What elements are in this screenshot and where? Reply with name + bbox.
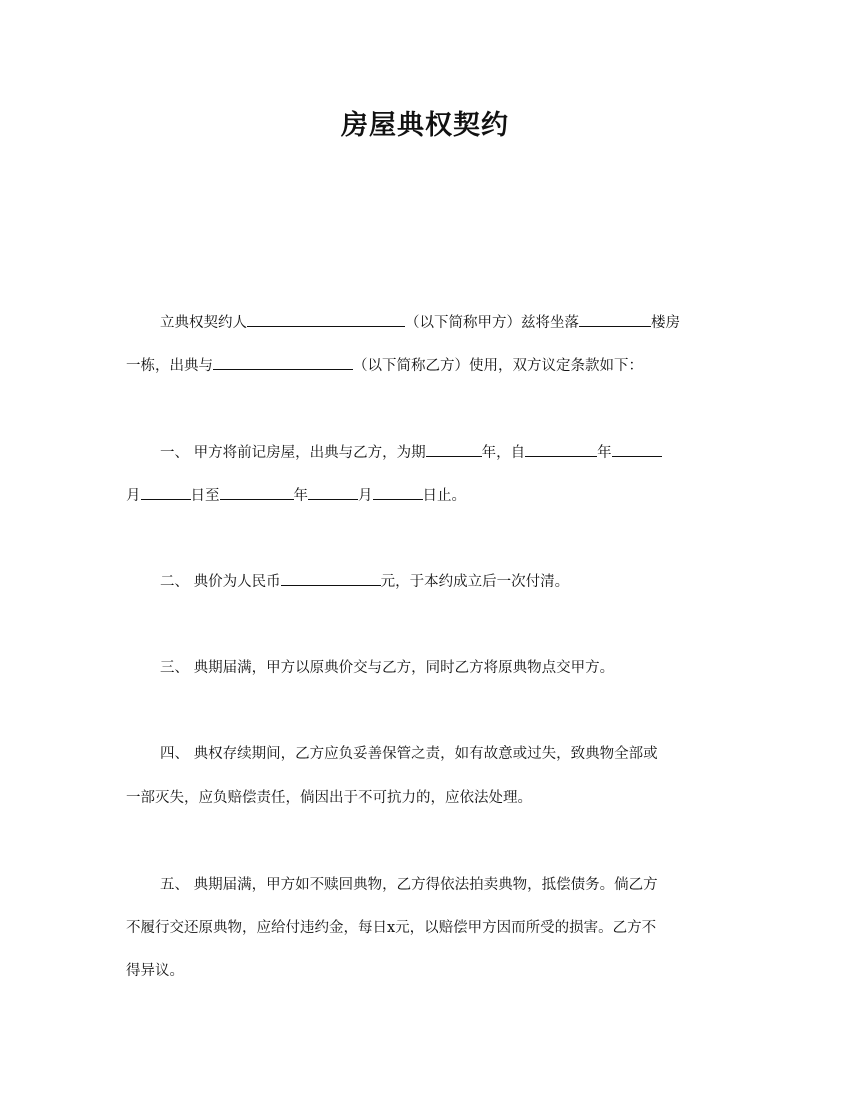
blank-party-a-name: [247, 312, 405, 327]
blank-party-b-name: [213, 355, 353, 370]
blank-term-years: [426, 442, 482, 457]
blank-location: [579, 312, 651, 327]
clause-text: 月: [358, 488, 373, 504]
blank-end-year: [220, 485, 294, 500]
clause-4-line-2: 一部灭失，应负赔偿责任，倘因出于不可抗力的，应依法处理。: [126, 790, 532, 806]
blank-price-amount: [281, 571, 381, 586]
clause-text: 年，自: [481, 445, 526, 461]
clause-2: [160, 571, 780, 592]
intro-text: （以下简称甲方）兹将坐落: [405, 315, 579, 331]
blank-end-day: [373, 485, 423, 500]
clause-1-line-2: [126, 485, 746, 506]
clause-text: 日至: [190, 488, 220, 504]
intro-text: （以下简称乙方）使用，双方议定条款如下：: [353, 358, 643, 374]
intro-text: 楼房: [651, 315, 680, 331]
blank-start-month: [612, 442, 662, 457]
clause-text: 年: [597, 445, 612, 461]
document-title: 房屋典权契约: [341, 110, 509, 141]
clause-text: 元，于本约成立后一次付清。: [380, 574, 570, 590]
clause-1-line-1: [160, 442, 780, 463]
blank-start-year: [525, 442, 597, 457]
clause-3: 三、 典期届满，甲方以原典价交与乙方，同时乙方将原典物点交甲方。: [160, 660, 615, 676]
blank-end-month: [308, 485, 358, 500]
intro-text: 立典权契约人: [160, 315, 247, 331]
clause-4-line-1: 四、 典权存续期间，乙方应负妥善保管之责，如有故意或过失，致典物全部或: [160, 746, 658, 762]
clause-5-line-3: 得异议。: [126, 963, 184, 979]
clause-text: 一、 甲方将前记房屋，出典与乙方，为期: [160, 445, 426, 461]
intro-line-2: [126, 355, 746, 376]
clause-text: 二、 典价为人民币: [160, 574, 281, 590]
clause-5-line-2: 不履行交还原典物，应给付违约金，每日x元，以赔偿甲方因而所受的损害。乙方不: [126, 920, 657, 936]
intro-text: 一栋，出典与: [126, 358, 213, 374]
clause-text: 年: [293, 488, 308, 504]
intro-line-1: [160, 312, 780, 333]
clause-text: 日止。: [422, 488, 466, 504]
blank-start-day: [141, 485, 191, 500]
clause-text: 月: [126, 488, 141, 504]
clause-5-line-1: 五、 典期届满，甲方如不赎回典物，乙方得依法拍卖典物，抵偿债务。倘乙方: [160, 877, 658, 893]
